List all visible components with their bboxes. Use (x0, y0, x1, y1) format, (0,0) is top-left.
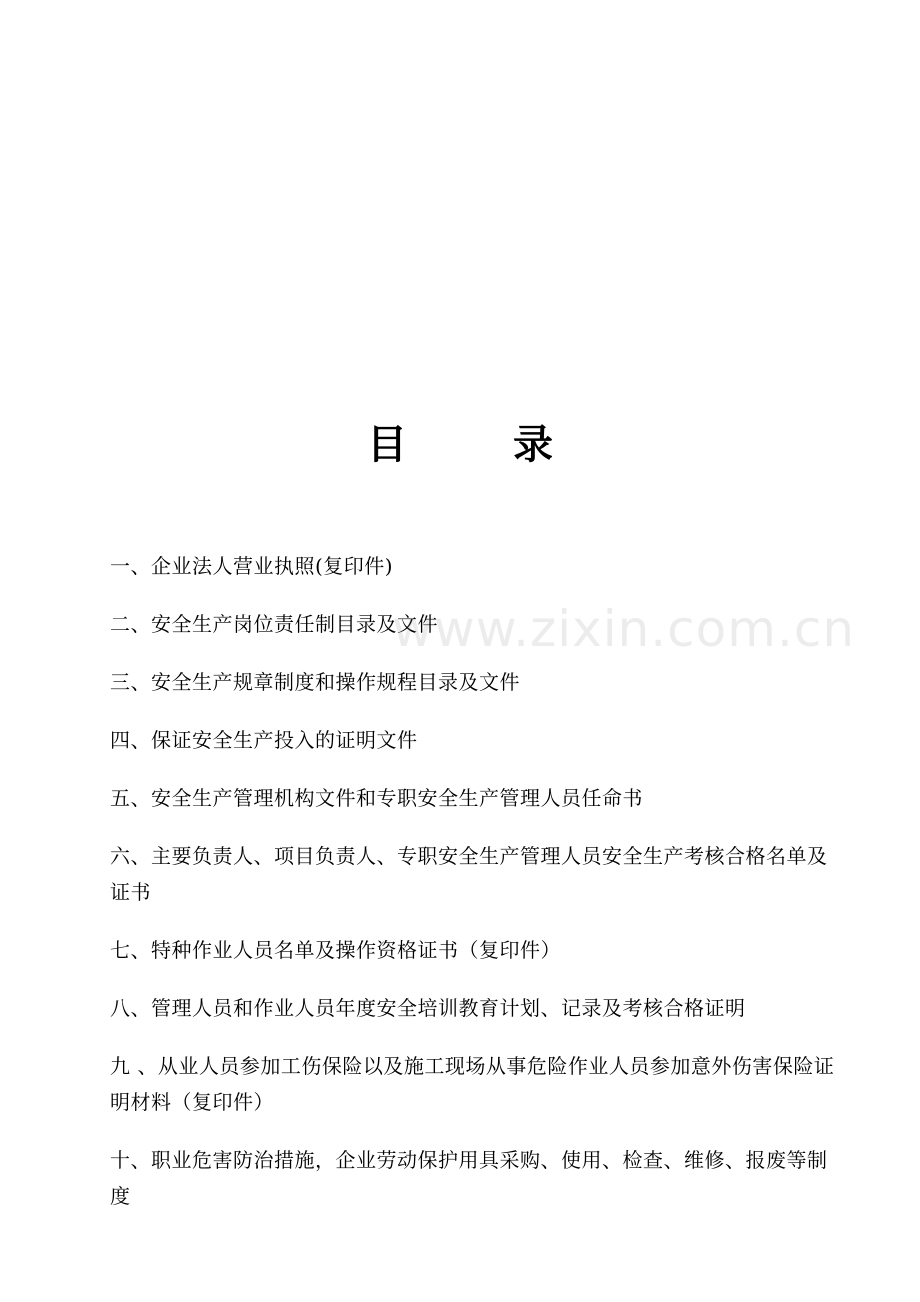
toc-item-10: 十、职业危害防治措施，企业劳动保护用具采购、使用、检查、维修、报废等制度 (110, 1148, 828, 1208)
toc-item-9: 九 、从业人员参加工伤保险以及施工现场从事危险作业人员参加意外伤害保险证明材料（复印件） (110, 1054, 835, 1114)
toc-item-5: 五、安全生产管理机构文件和专职安全生产管理人员任命书 (110, 786, 643, 810)
toc-item-2: 二、安全生产岗位责任制目录及文件 (110, 612, 438, 636)
page-title (0, 418, 920, 472)
toc-item-8: 八、管理人员和作业人员年度安全培训教育计划、记录及考核合格证明 (110, 996, 746, 1020)
title-char-2: 录 (512, 421, 553, 468)
watermark: www.zixin.com.cn (392, 600, 856, 658)
toc-item-3: 三、安全生产规章制度和操作规程目录及文件 (110, 670, 520, 694)
table-of-contents (110, 548, 840, 1236)
title-char-1: 目 (367, 421, 408, 468)
toc-item-7: 七、特种作业人员名单及操作资格证书（复印件） (110, 938, 561, 962)
toc-item-6: 六、主要负责人、项目负责人、专职安全生产管理人员安全生产考核合格名单及证书 (110, 844, 828, 904)
toc-item-4: 四、保证安全生产投入的证明文件 (110, 728, 418, 752)
toc-item-1: 一、企业法人营业执照(复印件) (110, 554, 394, 578)
